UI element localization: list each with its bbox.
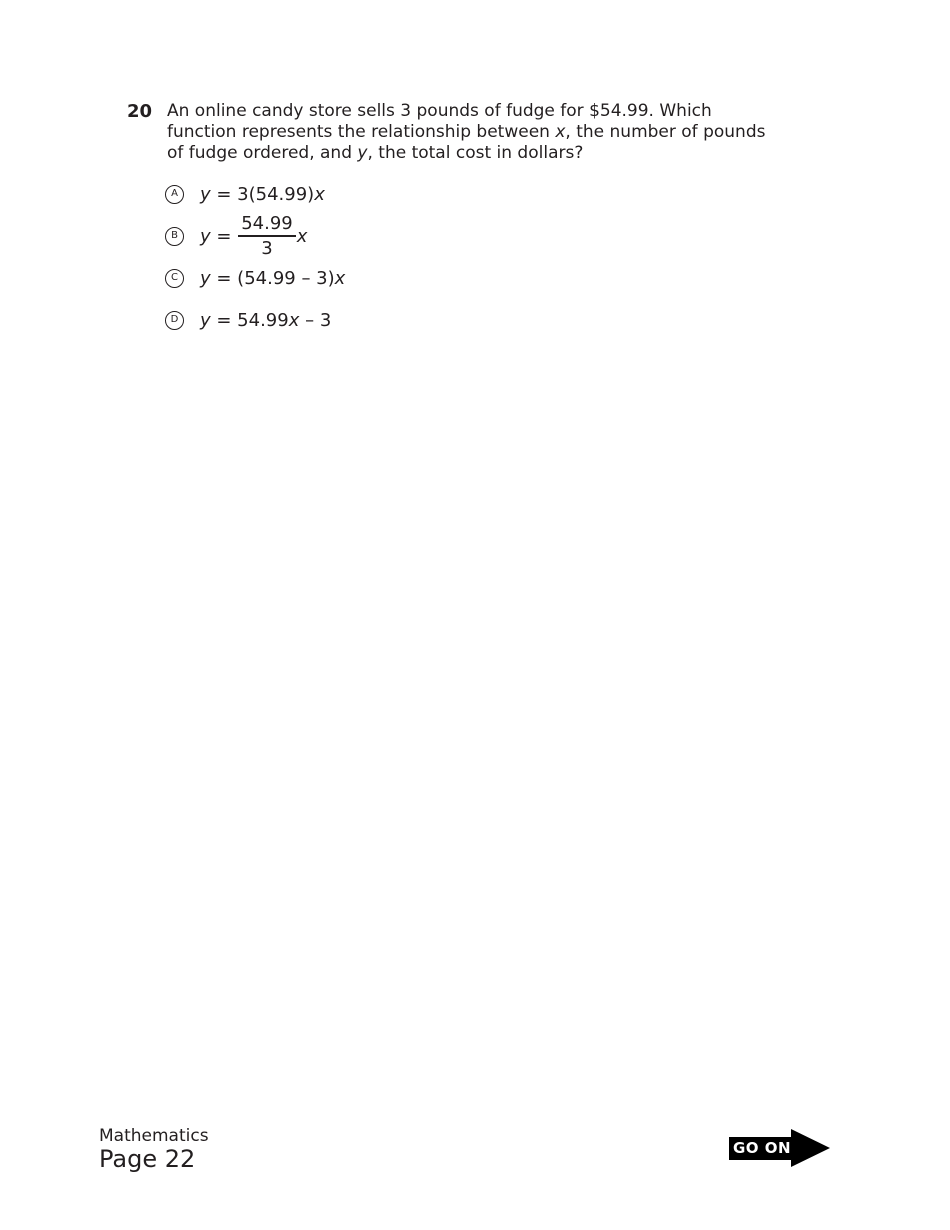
question-line-3: of fudge ordered, and y, the total cost in dollars? <box>167 143 584 163</box>
choice-b-bubble[interactable] <box>165 227 184 246</box>
go-on-button[interactable] <box>729 1129 830 1167</box>
question-number: 20 <box>127 101 153 122</box>
choice-c-equation: y = (54.99 – 3) x <box>200 267 346 289</box>
footer-subject: Mathematics <box>99 1126 209 1146</box>
choice-d-bubble[interactable] <box>165 311 184 330</box>
question-line-2: function represents the relationship between x, the number of pounds <box>167 122 766 142</box>
go-on-arrow-icon <box>791 1129 830 1167</box>
choice-c-letter: C <box>171 272 178 283</box>
choice-c[interactable] <box>165 265 345 291</box>
choice-d-letter: D <box>170 314 179 325</box>
choice-a-bubble[interactable] <box>165 185 184 204</box>
choice-a-equation: y = 3(54.99) x <box>200 183 325 205</box>
page-footer <box>99 1126 209 1173</box>
question-line-1: An online candy store sells 3 pounds of fudge for $54.99. Which <box>167 101 712 121</box>
choice-b-letter: B <box>171 230 178 241</box>
go-on-label: GO ON <box>729 1137 795 1160</box>
choice-b[interactable] <box>165 213 307 259</box>
footer-page-number: Page 22 <box>99 1145 196 1173</box>
choice-d-equation: y = 54.99 x – 3 <box>200 309 332 331</box>
choice-c-bubble[interactable] <box>165 269 184 288</box>
choice-b-equation: y = $\frac{54.99}{3}$ x <box>200 213 308 259</box>
choice-a-letter: A <box>171 188 178 199</box>
choice-d[interactable] <box>165 307 331 333</box>
fraction: $\frac{54.99}{3}$ <box>238 213 296 259</box>
question-block <box>127 101 765 164</box>
choice-a[interactable] <box>165 181 325 207</box>
question-text <box>167 101 765 164</box>
